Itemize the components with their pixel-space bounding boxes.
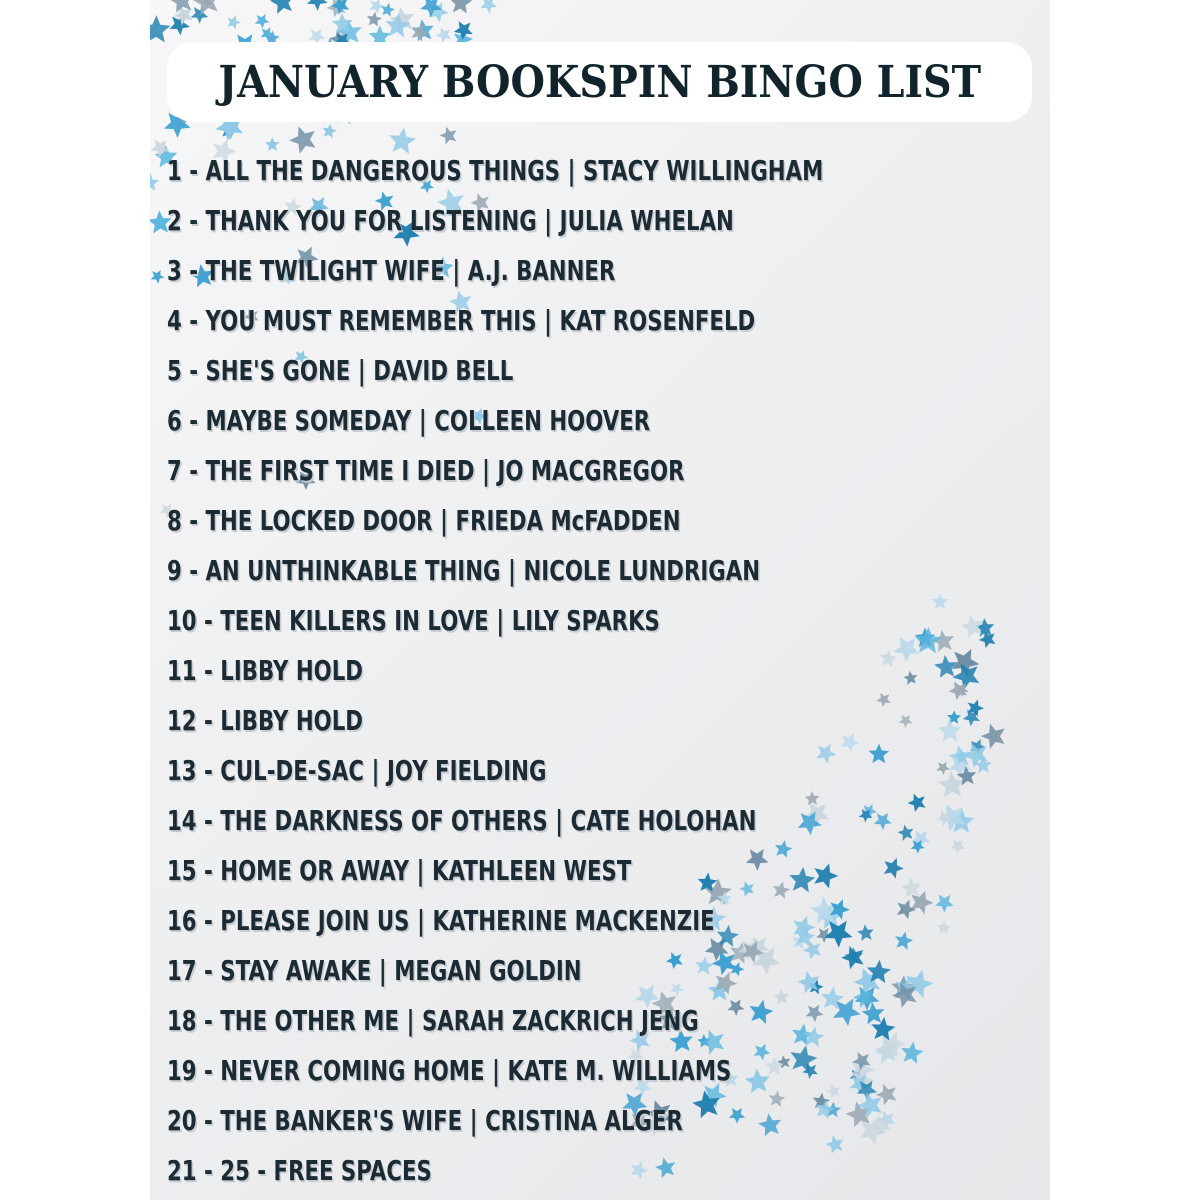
book-title: THE LOCKED DOOR <box>205 504 433 537</box>
list-item: 9 - AN UNTHINKABLE THING | NICOLE LUNDRIGAN <box>167 550 823 600</box>
page-title: JANUARY BOOKSPIN BINGO LIST <box>218 56 981 108</box>
separator: | <box>417 904 425 937</box>
separator: | <box>416 854 425 887</box>
item-number: 9 <box>167 554 182 587</box>
item-number: 5 <box>167 354 182 387</box>
book-author: CATE HOLOHAN <box>570 804 757 837</box>
separator: | <box>357 354 366 387</box>
book-author: MEGAN GOLDIN <box>394 954 582 987</box>
item-number: 11 <box>167 654 197 687</box>
list-item: 12 - LIBBY HOLD <box>167 704 363 737</box>
separator: | <box>482 454 490 487</box>
item-number: 15 <box>167 854 197 887</box>
item-number: 14 <box>167 804 197 837</box>
book-author: A.J. BANNER <box>467 254 616 287</box>
list-item: 7 - THE FIRST TIME I DIED | JO MACGREGOR <box>167 450 823 500</box>
list-item: 10 - TEEN KILLERS IN LOVE | LILY SPARKS <box>167 600 823 650</box>
book-title: THE TWILIGHT WIFE <box>205 254 445 287</box>
book-author: KATHERINE MACKENZIE <box>432 904 715 937</box>
separator: | <box>555 804 564 837</box>
list-item: 18 - THE OTHER ME | SARAH ZACKRICH JENG <box>167 1000 823 1050</box>
separator: | <box>452 254 461 287</box>
item-number: 17 <box>167 954 197 987</box>
list-item: 21 - 25 - FREE SPACES <box>167 1154 432 1187</box>
book-title: THE FIRST TIME I DIED <box>205 454 475 487</box>
book-author: JO MACGREGOR <box>497 454 685 487</box>
item-number: 21 - 25 <box>167 1154 250 1187</box>
book-title: YOU MUST REMEMBER THIS <box>205 304 537 337</box>
book-title: CUL-DE-SAC <box>220 754 365 787</box>
title-banner <box>167 42 1032 122</box>
separator: | <box>378 954 387 987</box>
book-author: DAVID BELL <box>373 354 514 387</box>
book-author: CRISTINA ALGER <box>485 1104 683 1137</box>
book-title: THE BANKER'S WIFE <box>220 1104 463 1137</box>
list-item: 17 - STAY AWAKE | MEGAN GOLDIN <box>167 950 823 1000</box>
book-author: FRIEDA McFADDEN <box>455 504 681 537</box>
separator: | <box>508 554 516 587</box>
separator: | <box>544 204 553 237</box>
book-title: PLEASE JOIN US <box>220 904 410 937</box>
list-item: 14 - THE DARKNESS OF OTHERS | CATE HOLOHAN <box>167 800 823 850</box>
list-item: 3 - THE TWILIGHT WIFE | A.J. BANNER <box>167 250 823 300</box>
item-number: 6 <box>167 404 182 437</box>
separator: | <box>469 1104 478 1137</box>
book-author: STACY WILLINGHAM <box>582 154 824 187</box>
list-item: 11 - LIBBY HOLD <box>167 654 363 687</box>
item-number: 1 <box>167 154 182 187</box>
separator: | <box>544 304 552 337</box>
item-number: 3 <box>167 254 182 287</box>
item-number: 20 <box>167 1104 197 1137</box>
book-author: COLLEEN HOOVER <box>434 404 651 437</box>
separator: | <box>418 404 427 437</box>
separator: | <box>496 604 505 637</box>
book-list <box>167 150 1030 1200</box>
book-title: LIBBY HOLD <box>220 654 363 687</box>
item-number: 12 <box>167 704 197 737</box>
book-title: THE OTHER ME <box>220 1004 400 1037</box>
item-number: 7 <box>167 454 182 487</box>
list-item: 8 - THE LOCKED DOOR | FRIEDA McFADDEN <box>167 500 823 550</box>
book-author: LILY SPARKS <box>511 604 660 637</box>
book-author: NICOLE LUNDRIGAN <box>523 554 761 587</box>
book-title: SHE'S GONE <box>205 354 351 387</box>
book-author: KATHLEEN WEST <box>432 854 632 887</box>
separator: | <box>371 754 380 787</box>
book-title: STAY AWAKE <box>220 954 372 987</box>
item-number: 2 <box>167 204 182 237</box>
list-item: 4 - YOU MUST REMEMBER THIS | KAT ROSENFELD <box>167 300 823 350</box>
separator: | <box>406 1004 415 1037</box>
separator: | <box>567 154 576 187</box>
list-item: 2 - THANK YOU FOR LISTENING | JULIA WHELAN <box>167 200 823 250</box>
separator: | <box>440 504 448 537</box>
book-title: THE DARKNESS OF OTHERS <box>220 804 548 837</box>
list-item: 1 - ALL THE DANGEROUS THINGS | STACY WILLINGHAM <box>167 150 823 200</box>
book-title: TEEN KILLERS IN LOVE <box>220 604 489 637</box>
list-item: 13 - CUL-DE-SAC | JOY FIELDING <box>167 750 823 800</box>
book-title: FREE SPACES <box>273 1154 432 1187</box>
book-title: LIBBY HOLD <box>220 704 363 737</box>
list-item: 15 - HOME OR AWAY | KATHLEEN WEST <box>167 850 823 900</box>
book-title: HOME OR AWAY <box>220 854 410 887</box>
item-number: 18 <box>167 1004 197 1037</box>
book-author: SARAH ZACKRICH JENG <box>421 1004 699 1037</box>
list-item: 6 - MAYBE SOMEDAY | COLLEEN HOOVER <box>167 400 823 450</box>
book-author: KAT ROSENFELD <box>559 304 756 337</box>
list-item: 5 - SHE'S GONE | DAVID BELL <box>167 350 823 400</box>
book-author: JOY FIELDING <box>386 754 547 787</box>
item-number: 10 <box>167 604 197 637</box>
book-title: ALL THE DANGEROUS THINGS <box>205 154 561 187</box>
book-title: AN UNTHINKABLE THING <box>205 554 501 587</box>
book-title: THANK YOU FOR LISTENING <box>205 204 537 237</box>
separator: | <box>492 1054 500 1087</box>
book-author: KATE M. WILLIAMS <box>507 1054 732 1087</box>
item-number: 4 <box>167 304 182 337</box>
list-item: 16 - PLEASE JOIN US | KATHERINE MACKENZIE <box>167 900 823 950</box>
item-number: 16 <box>167 904 197 937</box>
book-title: MAYBE SOMEDAY <box>205 404 412 437</box>
book-title: NEVER COMING HOME <box>220 1054 485 1087</box>
item-number: 19 <box>167 1054 197 1087</box>
list-item: 19 - NEVER COMING HOME | KATE M. WILLIAMS <box>167 1050 823 1100</box>
bingo-list-page <box>150 0 1050 1200</box>
item-number: 13 <box>167 754 197 787</box>
item-number: 8 <box>167 504 182 537</box>
book-author: JULIA WHELAN <box>559 204 734 237</box>
list-item: 20 - THE BANKER'S WIFE | CRISTINA ALGER <box>167 1100 823 1150</box>
